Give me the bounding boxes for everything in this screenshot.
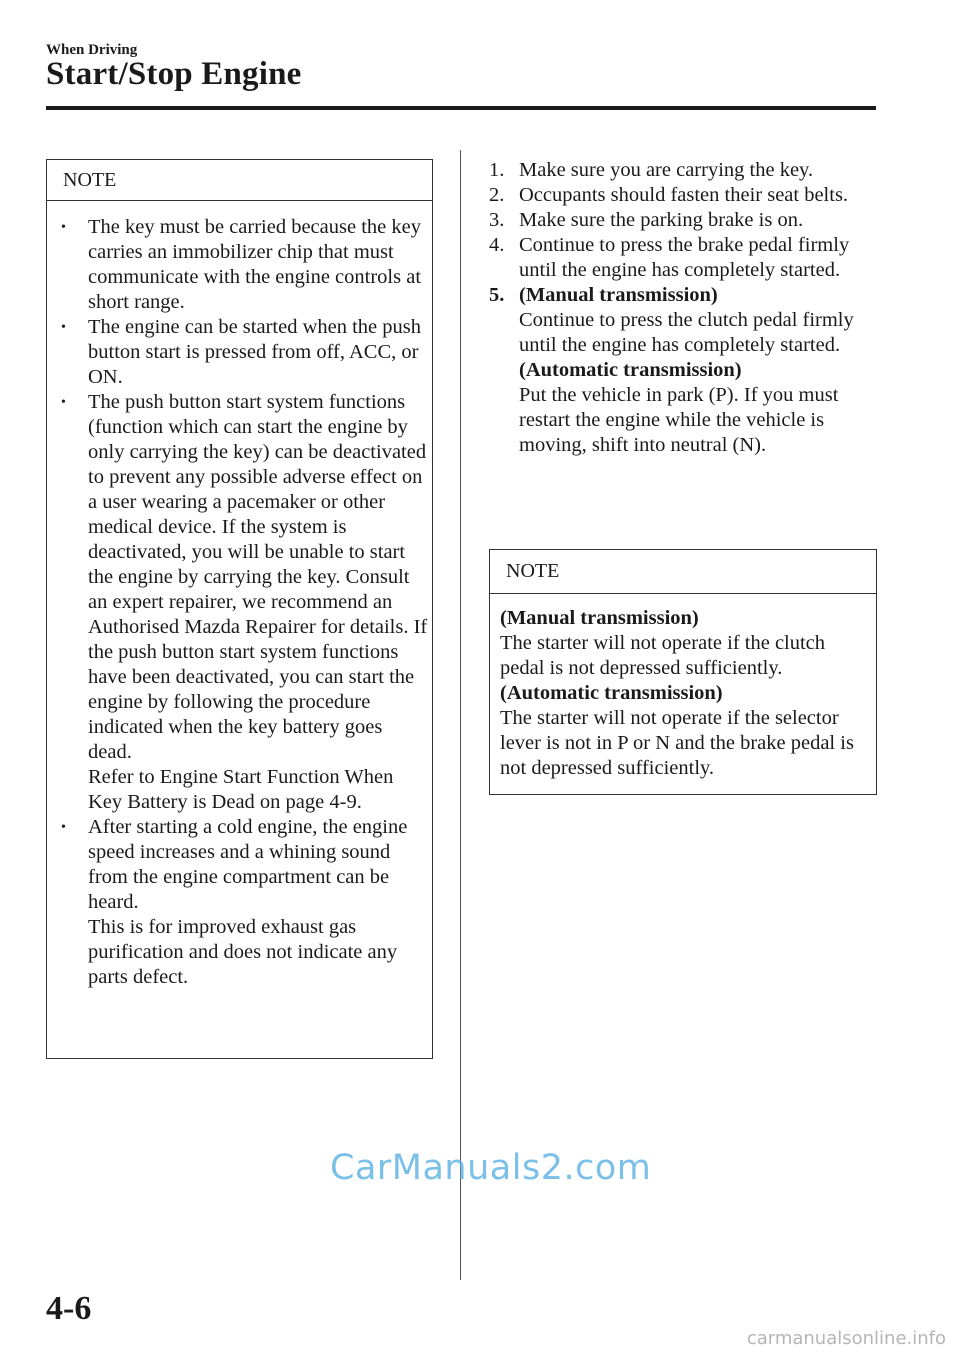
- note-bullet: [59, 390, 428, 765]
- cross-reference[interactable]: Refer to Engine Start Function When Key Battery is Dead on page 4-9.: [88, 766, 394, 813]
- step-text: Continue to press the brake pedal firmly until the engine has completely started.: [519, 234, 850, 281]
- note-box-right: [489, 549, 877, 795]
- page-title: Start/Stop Engine: [46, 56, 302, 92]
- step-item: [489, 158, 879, 183]
- bullet-text: After starting a cold engine, the engine speed increases and a whining sound from the engine compartment can be heard.: [88, 816, 408, 913]
- bullet-text: The engine can be started when the push button start is pressed from off, ACC, or ON.: [88, 316, 422, 388]
- step-number: 2.: [489, 184, 505, 206]
- step-number: 5.: [489, 284, 505, 306]
- note-bullet: [59, 215, 428, 315]
- step-number: 4.: [489, 234, 505, 256]
- step-text: Make sure you are carrying the key.: [519, 159, 814, 181]
- step-item: [489, 208, 879, 233]
- footer-site-link[interactable]: carmanualsonline.info: [746, 1328, 946, 1349]
- step-text: [519, 283, 879, 458]
- note-bullet: [59, 815, 428, 915]
- procedure-steps: [489, 158, 879, 458]
- bullet-dot-icon: •: [61, 820, 66, 835]
- note-heading: NOTE: [47, 160, 432, 201]
- bullet-subtext: This is for improved exhaust gas purification and does not indicate any parts defect.: [88, 916, 398, 988]
- step-number: 1.: [489, 159, 505, 181]
- bullet-text: The push button start system functions (function which can start the engine by only carrying the key) can be deactivated to prevent any possible adverse effect on a user wearing a pacemaker or other medical device. If the system is deactivated, you will be unable to start the engine by carrying the key. Consult an expert repairer, we recommend an Authorised Mazda Repairer for details. If the push button start system functions have been deactivated, you can start the engine by following the procedure indicated when the key battery goes dead.: [88, 391, 428, 763]
- note-box-left: [46, 159, 433, 1059]
- title-rule: [46, 106, 876, 110]
- automatic-transmission-text: Put the vehicle in park (P). If you must restart the engine while the vehicle is moving, shift into neutral (N).: [519, 384, 839, 456]
- bullet-text: The key must be carried because the key carries an immobilizer chip that must communicate with the engine controls at short range.: [88, 216, 422, 313]
- step-text: Make sure the parking brake is on.: [519, 209, 804, 231]
- step-item: [489, 283, 879, 458]
- automatic-transmission-text: The starter will not operate if the selector lever is not in P or N and the brake pedal is not depressed sufficiently.: [500, 707, 854, 779]
- step-item: [489, 233, 879, 283]
- bullet-dot-icon: •: [61, 220, 66, 235]
- note-body: [47, 201, 432, 990]
- step-number: 3.: [489, 209, 505, 231]
- manual-transmission-heading: (Manual transmission): [500, 607, 699, 629]
- automatic-transmission-heading: (Automatic transmission): [500, 682, 723, 704]
- step-text: Occupants should fasten their seat belts.: [519, 184, 849, 206]
- manual-transmission-heading: (Manual transmission): [519, 284, 718, 306]
- section-label: When Driving: [46, 42, 138, 58]
- bullet-dot-icon: •: [61, 395, 66, 410]
- automatic-transmission-heading: (Automatic transmission): [519, 359, 742, 381]
- watermark: CarManuals2.com: [330, 1148, 652, 1188]
- step-item: [489, 183, 879, 208]
- column-divider: [460, 150, 461, 1280]
- page-number: 4-6: [46, 1290, 92, 1327]
- note-body: [490, 594, 876, 781]
- bullet-dot-icon: •: [61, 320, 66, 335]
- note-bullet: [59, 315, 428, 390]
- note-heading: NOTE: [490, 550, 876, 594]
- manual-transmission-text: The starter will not operate if the clutch pedal is not depressed sufficiently.: [500, 632, 826, 679]
- manual-transmission-text: Continue to press the clutch pedal firmly until the engine has completely started.: [519, 309, 854, 356]
